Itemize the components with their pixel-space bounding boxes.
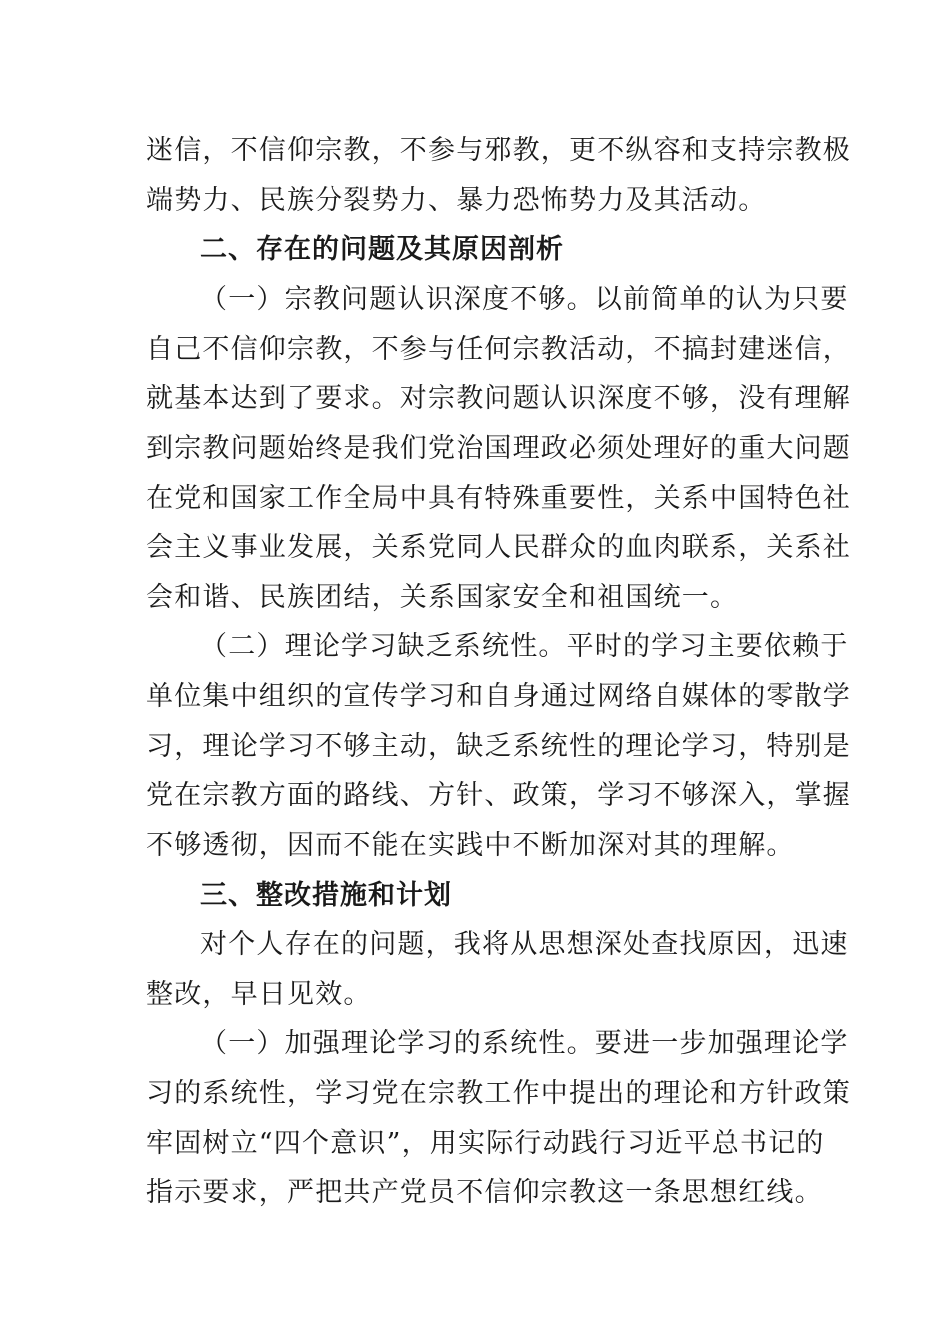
body-text-line: 就基本达到了要求。对宗教问题认识深度不够，没有理解: [146, 383, 851, 414]
paragraph-start-line: 对个人存在的问题，我将从思想深处查找原因，迅速: [200, 929, 849, 960]
body-text-line: 迷信，不信仰宗教，不参与邪教，更不纵容和支持宗教极: [146, 135, 851, 166]
body-text-line: 习的系统性，学习党在宗教工作中提出的理论和方针政策: [146, 1078, 851, 1109]
body-text-line: 习，理论学习不够主动，缺乏系统性的理论学习，特别是: [146, 731, 851, 762]
body-text-line: 在党和国家工作全局中具有特殊重要性，关系中国特色社: [146, 483, 851, 514]
body-text-line: 整改，早日见效。: [146, 979, 372, 1010]
body-text-line: 会和谐、民族团结，关系国家安全和祖国统一。: [146, 582, 739, 613]
body-text-line: 到宗教问题始终是我们党治国理政必须处理好的重大问题: [146, 433, 851, 464]
body-text-line: 自己不信仰宗教，不参与任何宗教活动，不搞封建迷信，: [146, 334, 851, 365]
body-text-line: 单位集中组织的宣传学习和自身通过网络自媒体的零散学: [146, 681, 851, 712]
paragraph-start-line: （二）理论学习缺乏系统性。平时的学习主要依赖于: [200, 631, 849, 662]
body-text-line: 党在宗教方面的路线、方针、政策，学习不够深入，掌握: [146, 780, 851, 811]
paragraph-start-line: （一）宗教问题认识深度不够。以前简单的认为只要: [200, 284, 849, 315]
section-heading-3: 三、整改措施和计划: [200, 880, 452, 911]
section-heading-2: 二、存在的问题及其原因剖析: [200, 234, 564, 265]
body-text-line: 会主义事业发展，关系党同人民群众的血肉联系，关系社: [146, 532, 851, 563]
body-text-line: 不够透彻，因而不能在实践中不断加深对其的理解。: [146, 830, 795, 861]
body-text-line: 指示要求，严把共产党员不信仰宗教这一条思想红线。: [146, 1177, 823, 1208]
paragraph-start-line: （一）加强理论学习的系统性。要进一步加强理论学: [200, 1028, 849, 1059]
body-text-line: 牢固树立“四个意识”，用实际行动践行习近平总书记的: [146, 1128, 825, 1159]
body-text-line: 端势力、民族分裂势力、暴力恐怖势力及其活动。: [146, 185, 767, 216]
